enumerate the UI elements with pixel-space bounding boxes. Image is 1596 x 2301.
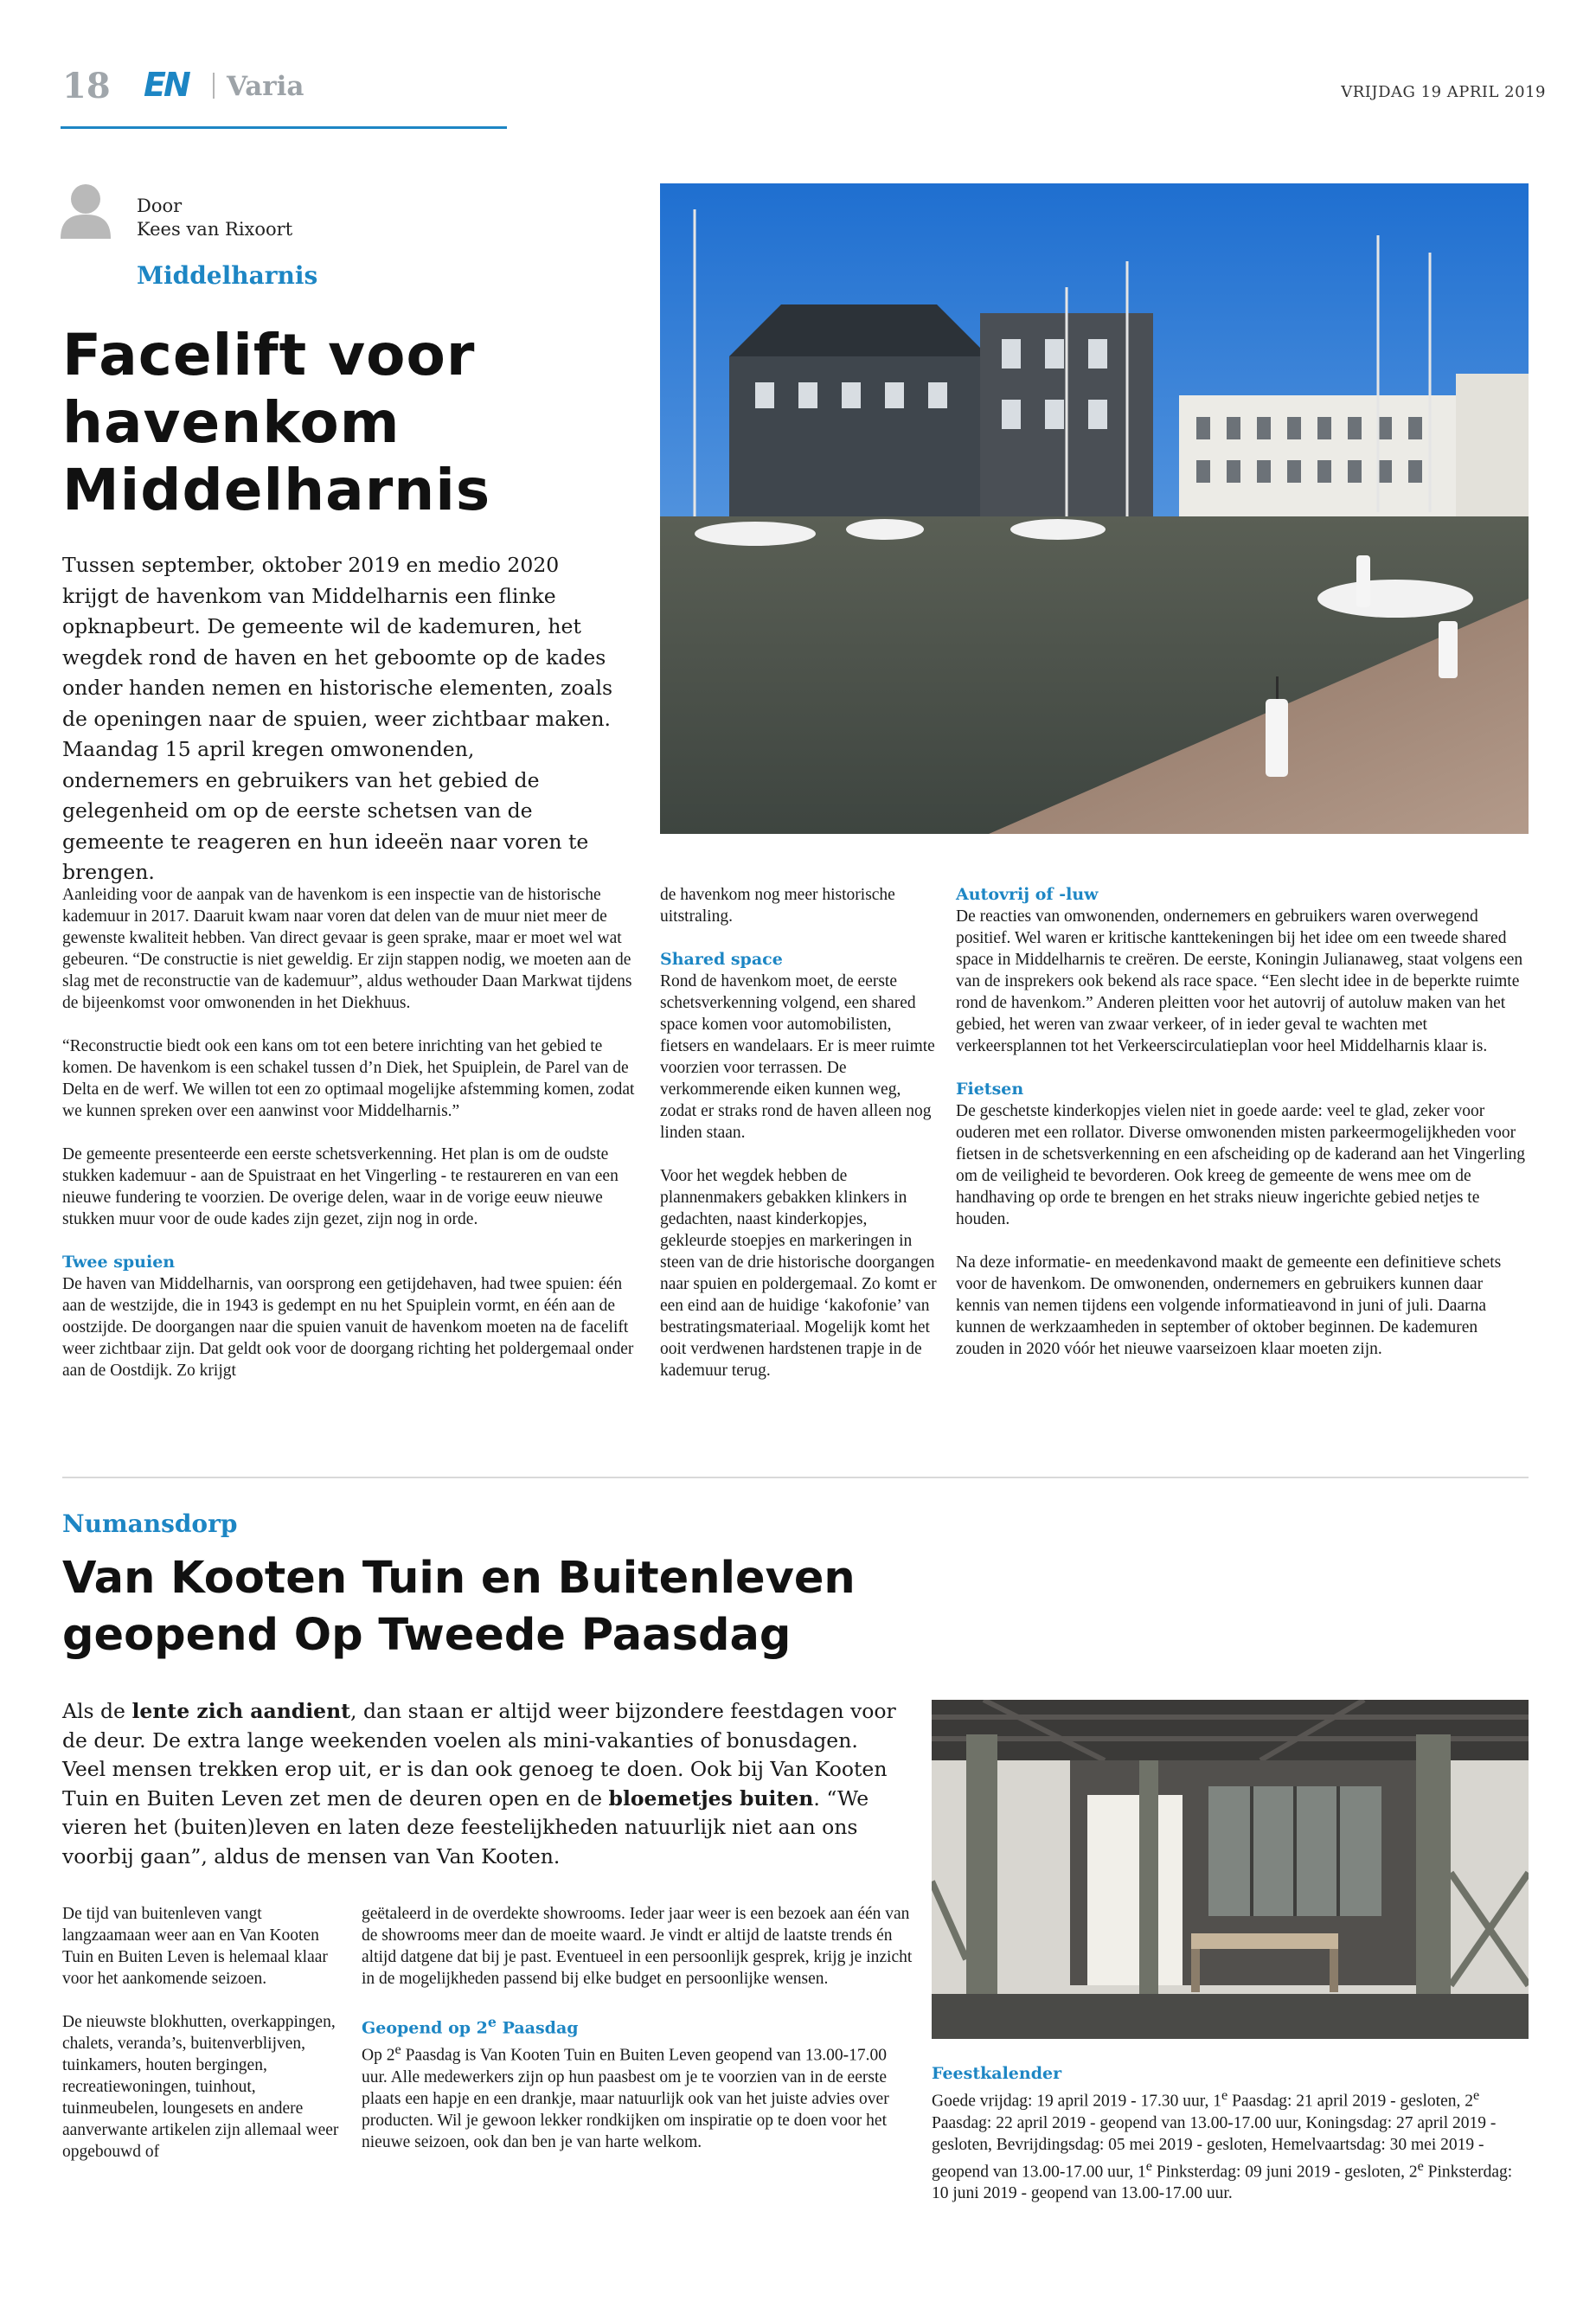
harbour-photo xyxy=(660,183,1529,834)
paragraph: De reacties van omwonenden, ondernemers en gebruikers waren overwegend positief. Wel waren er kritische kanttekeningen bij het idee om een tweede shared space in Middelharnis te creëren. De eerste, Koningin Julianaweg, staat volgens een van de insprekers ook bekend als race space. “Een slecht idee in de beperkte ruimte rond de havenkom.” Anderen pleitten voor het autovrij of autoluw maken van het gebied, het weren van zwaar verkeer, of in ieder geval te wachten met verkeersplannen tot het Verkeerscirculatieplan voor heel Middelharnis klaar is. xyxy=(956,907,1523,1055)
paragraph: “Reconstructie biedt ook een kans om tot een betere inrichting van het gebied te komen. De havenkom is een schakel tussen d’n Diek, het Spuiplein, de Parel van de Delta en de werf. We willen tot een zo optimaal mogelijke afstemming komen, zodat we kunnen spreken over een aanwinst voor Middelharnis.” xyxy=(62,1037,635,1120)
author-name: Kees van Rixoort xyxy=(137,219,293,240)
intro-text: Als de xyxy=(62,1699,132,1723)
article-headline xyxy=(62,322,633,524)
subheading-text: Paasdag xyxy=(496,2018,579,2038)
article-kicker: Numansdorp xyxy=(62,1509,238,1538)
veranda-photo xyxy=(932,1700,1529,2039)
paragraph-text: Paasdag is Van Kooten Tuin en Buiten Leven geopend van 13.00-17.00 uur. Alle medewerkers zijn op hun paasbest om je te voorzien van in de eerste plaats een hapje en een drankje, maar natuurlijk ook van het juiste advies over producten. Wil je gewoon lekker rondkijken om inspiratie op te doen voor het nieuwe seizoen, ook dan ben je van harte welkom. xyxy=(362,2046,889,2151)
subheading: Feestkalender xyxy=(932,2064,1062,2083)
schedule-text: Paasdag: 21 april 2019 - gesloten, 2 xyxy=(1227,2092,1473,2111)
article-column-2 xyxy=(362,1903,915,2175)
paragraph: Aanleiding voor de aanpak van de havenkom is een inspectie van de historische kademuur in 2017. Daaruit kwam naar voren dat delen van de muur niet meer de gewenste kwaliteit hebben. Van direct gevaar is geen sprake, maar er moet wel wat gebeuren. “De constructie is niet geweldig. Er zijn stappen nodig, we moeten aan de slag met de reconstructie van de kademuur”, aldus wethouder Daan Markwat tijdens de bijeenkomst voor omwonenden in het Diekhuus. xyxy=(62,886,632,1012)
intro-text: , dan staan er altijd weer bijzondere feestdagen voor de deur. De extra lange weekenden voelen als mini-vakanties of bonusdagen. Veel mensen trekken erop uit, er is dan ook genoeg te doen. Ook bij Van Kooten Tuin en Buiten Leven zet men de deuren open en de xyxy=(62,1699,896,1811)
headline-line: geopend Op Tweede Paasdag xyxy=(62,1610,792,1661)
paragraph: geëtaleerd in de overdekte showrooms. Ieder jaar weer is een bezoek aan één van de showrooms meer dan de moeite waard. Je vindt er altijd de laatste trends én altijd datgene dat bij je past. Eventueel in een persoonlijk gesprek, krijg je inzicht in de mogelijkheden passend bij elke budget en persoonlijke wensen. xyxy=(362,1905,913,1988)
article-column-3 xyxy=(932,2063,1529,2226)
ordinal-suffix: e xyxy=(1221,2087,1228,2103)
headline-line: Van Kooten Tuin en Buitenleven xyxy=(62,1553,856,1604)
article-intro xyxy=(62,1697,901,1871)
paragraph: Voor het wegdek hebben de plannenmakers gebakken klinkers in gedachten, naast kinderkopjes, gekleurde stoepjes en markeringen in steen van de drie historische doorgangen naar spuien en poldergemaal. Zo komt er een eind aan de huidige ‘kakofonie’ van bestratingsmateriaal. Mogelijk komt het ooit verdwenen hardstenen trapje in de kademuur terug. xyxy=(660,1167,937,1380)
paragraph xyxy=(362,2039,915,2153)
page-number: 18 xyxy=(62,66,111,106)
paragraph: De gemeente presenteerde een eerste schetsverkenning. Het plan is om de oudste stukken kademuur - aan de Spuistraat en het Vingerling - te restaureren en van een nieuwe fundering te voorzien. De overige delen, waar in de vorige eeuw nieuwe stukken muur voor de oude kades zijn gezet, zijn nog in orde. xyxy=(62,1145,619,1228)
ordinal-suffix: e xyxy=(1473,2087,1480,2103)
paragraph: Rond de havenkom moet, de eerste schetsverkenning volgend, een shared space komen voor automobilisten, fietsers en wandelaars. Er is meer ruimte voorzien voor terrassen. De verkommerende eiken kunnen weg, zodat er straks rond de haven alleen nog linden staan. xyxy=(660,972,935,1142)
paragraph: de havenkom nog meer historische uitstraling. xyxy=(660,886,895,926)
article-column-1 xyxy=(62,884,638,1403)
paragraph: Na deze informatie- en meedenkavond maakt de gemeente een definitieve schets voor de havenkom. De omwonenden, ondernemers en gebruikers kunnen daar kennis van nemen tijdens een volgende informatieavond in juni of juli. Daarna kunnen de werkzaamheden in september of oktober beginnen. De kademuren zouden in 2020 vóór het nieuwe vaarseizoen klaar moeten zijn. xyxy=(956,1253,1502,1358)
author-avatar-icon xyxy=(61,182,111,239)
subheading-text: Geopend op 2 xyxy=(362,2018,488,2038)
headline-line: Middelharnis xyxy=(62,457,491,523)
article-column-2 xyxy=(660,884,937,1403)
schedule-text: Paasdag: 22 april 2019 - geopend van 13.00-17.00 uur, Koningsdag: 27 april 2019 - gesloten, Bevrijdingsdag: 05 mei 2019 - gesloten, Hemelvaartsdag: 30 mei 2019 - geopend van 13.00-17.00 uur, 1 xyxy=(932,2113,1497,2181)
ordinal-suffix: e xyxy=(487,2014,497,2030)
ordinal-suffix: e xyxy=(1145,2157,1153,2174)
article-column-3 xyxy=(956,884,1527,1381)
byline-prefix: Door xyxy=(137,195,183,216)
holiday-schedule xyxy=(932,2085,1529,2204)
issue-date: VRIJDAG 19 APRIL 2019 xyxy=(1341,83,1546,101)
ordinal-suffix: e xyxy=(394,2041,401,2058)
schedule-text: Pinksterdag: 09 juni 2019 - gesloten, 2 xyxy=(1152,2163,1418,2181)
intro-bold: bloemetjes buiten xyxy=(608,1785,814,1811)
headline-line: havenkom xyxy=(62,389,401,456)
header-separator xyxy=(213,73,215,99)
subheading: Fietsen xyxy=(956,1080,1024,1099)
article-headline xyxy=(62,1550,927,1664)
section-name: Varia xyxy=(227,71,304,102)
schedule-text: Pinksterdag: 10 juni 2019 - geopend van 13.00-17.00 uur. xyxy=(932,2163,1513,2202)
intro-text: . “We vieren het (buiten)leven en laten deze feestelijkheden natuurlijk niet aan ons voorbij gaan”, aldus de mensen van Van Kooten. xyxy=(62,1785,869,1868)
ordinal-suffix: e xyxy=(1417,2157,1424,2174)
article-divider xyxy=(62,1477,1529,1478)
paragraph: De nieuwste blokhutten, overkappingen, chalets, veranda’s, buitenverblijven, tuinkamers, houten bergingen, recreatiewoningen, tuinhout, tuinmeubelen, loungesets en andere aanverwante artikelen zijn allemaal weer opgebouwd of xyxy=(62,2013,339,2161)
headline-line: Facelift voor xyxy=(62,322,476,388)
subheading: Twee spuien xyxy=(62,1253,176,1272)
subheading: Autovrij of -luw xyxy=(956,885,1099,904)
paragraph-text: Op 2 xyxy=(362,2046,395,2065)
subheading: Shared space xyxy=(660,950,783,969)
paragraph: De tijd van buitenleven vangt langzaamaan weer aan en Van Kooten Tuin en Buiten Leven is helemaal klaar voor het aankomende seizoen. xyxy=(62,1905,328,1988)
article-intro: Tussen september, oktober 2019 en medio 2020 krijgt de havenkom van Middelharnis een flinke opknapbeurt. De gemeente wil de kademuren, het wegdek rond de haven en het geboomte op de kades onder handen nemen en historische elementen, zoals de openingen naar de spuien, weer zichtbaar maken. Maandag 15 april kregen omwonenden, ondernemers en gebruikers van het gebied de gelegenheid om op de eerste schetsen van de gemeente te reageren en hun ideeën naar voren te brengen. xyxy=(62,553,613,884)
byline xyxy=(137,195,292,241)
subheading xyxy=(362,2011,915,2039)
article-column-1 xyxy=(62,1903,339,2184)
article-kicker: Middelharnis xyxy=(137,261,318,290)
intro-bold: lente zich aandient xyxy=(131,1699,351,1723)
paragraph: De haven van Middelharnis, van oorsprong een getijdehaven, had twee spuien: één aan de westzijde, die in 1943 is gedempt en nu het Spuiplein vormt, en één aan de oostzijde. De doorgangen naar die spuien vanuit de havenkom moeten na de facelift weer zichtbaar zijn. Dat geldt ook voor de doorgang richting het poldergemaal onder aan de Oostdijk. Zo krijgt xyxy=(62,1275,634,1380)
newspaper-logo: EN xyxy=(144,66,189,104)
schedule-text: Goede vrijdag: 19 april 2019 - 17.30 uur, 1 xyxy=(932,2092,1221,2111)
paragraph: De geschetste kinderkopjes vielen niet in goede aarde: veel te glad, zeker voor ouderen met een rollator. Diverse omwonenden misten parkeermogelijkheden voor fietsen in de schetsverkenning en een afscheiding op de kaderand aan het Vingerling om de veiligheid te bevorderen. Ook kreeg de gemeente de wens mee om de handhaving op orde te brengen en het straks nieuw ingerichte gebied netjes te houden. xyxy=(956,1102,1525,1228)
header-rule xyxy=(61,126,507,129)
